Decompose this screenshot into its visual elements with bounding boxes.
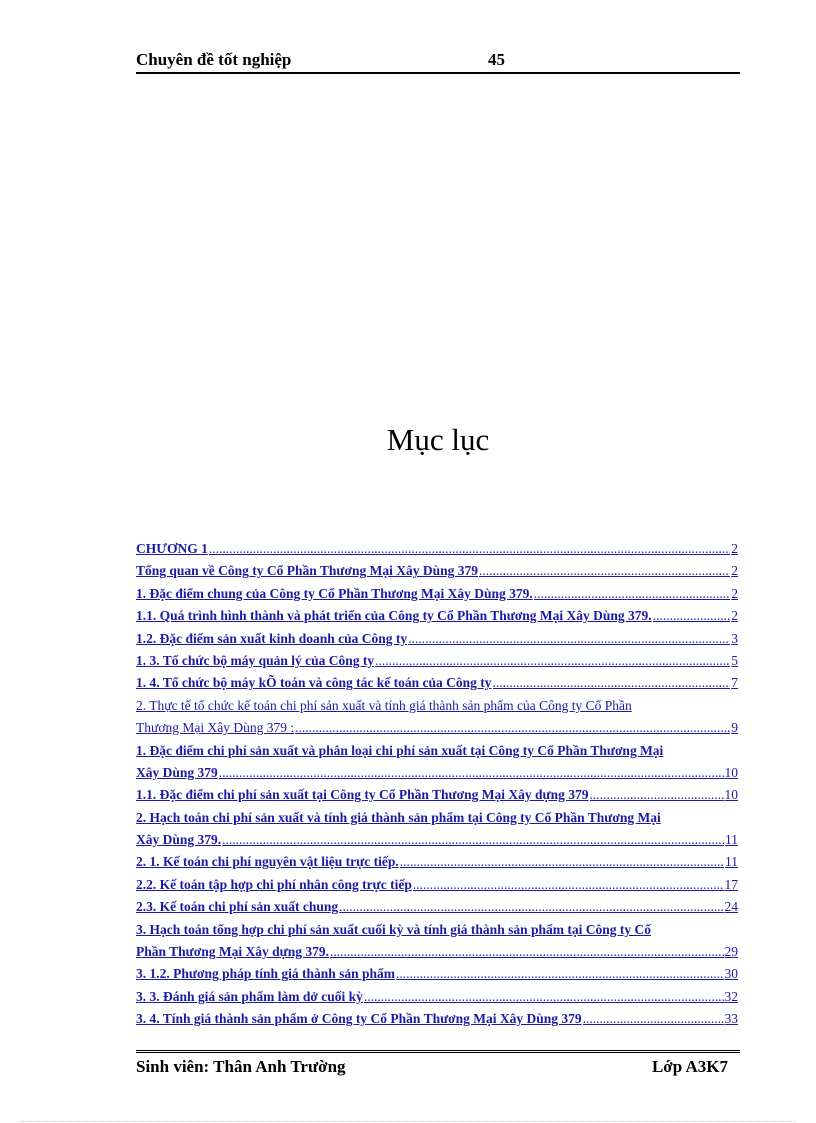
document-title: Mục lục [386, 422, 490, 457]
toc-entry[interactable] [136, 628, 738, 650]
toc-page-number: 29 [724, 944, 738, 960]
toc-page-number: 2 [731, 563, 738, 579]
toc-entry[interactable] [136, 851, 738, 873]
toc-entry[interactable] [136, 672, 738, 694]
toc-entry-label: Xây Dùng 379 [136, 764, 218, 780]
page-header [136, 50, 740, 74]
toc-entry-label: 2.2. Kế toán tập hợp chi phí nhân công trực tiếp [136, 876, 412, 892]
toc-entry-label: Phần Thương Mại Xây dựng 379. [136, 944, 329, 960]
toc-entry-label: 3. 3. Đánh giá sản phẩm làm dở cuối kỳ [136, 988, 363, 1004]
toc-entry[interactable] [136, 963, 738, 985]
toc-leader-dots [408, 628, 730, 650]
toc-entry[interactable] [136, 919, 738, 941]
toc-leader-dots [493, 672, 731, 694]
toc-entry-label: 1.2. Đặc điểm sản xuất kinh doanh của Công ty [136, 630, 408, 646]
toc-leader-dots [295, 717, 730, 739]
toc-leader-dots [209, 538, 730, 560]
toc-entry[interactable] [136, 695, 738, 717]
toc-page-number: 10 [724, 764, 738, 780]
toc-entry[interactable] [136, 605, 738, 627]
toc-entry-label: 2. Thực tế tổ chức kế toán chi phí sản xuất và tính giá thành sản phẩm của Công ty Cổ Phần [136, 697, 632, 713]
toc-entry-label: 1. 3. Tổ chức bộ máy quản lý của Công ty [136, 652, 375, 668]
toc-page-number: 9 [731, 720, 738, 736]
toc-leader-dots [583, 1008, 724, 1030]
toc-entry[interactable] [136, 717, 738, 739]
toc-entry[interactable] [136, 941, 738, 963]
page-bottom-border [20, 1121, 796, 1122]
toc-page-number: 5 [731, 652, 738, 668]
toc-entry[interactable] [136, 583, 738, 605]
toc-entry-label: 2. 1. Kế toán chi phí nguyên vật liệu trực tiếp. [136, 854, 399, 870]
toc-page-number: 33 [724, 1011, 738, 1027]
header-title: Chuyên đề tốt nghiệp [136, 50, 292, 69]
toc-entry-label: Thương Mại Xây Dùng 379 : [136, 720, 295, 736]
toc-page-number: 3 [731, 630, 738, 646]
toc-entry-label: 3. 1.2. Phương pháp tính giá thành sản phẩm [136, 966, 396, 982]
toc-entry[interactable] [136, 538, 738, 560]
toc-entry-label: 2. Hạch toán chi phí sản xuất và tính giá thành sản phẩm tại Công ty Cổ Phần Thương Mại [136, 809, 661, 825]
table-of-contents [136, 538, 738, 1031]
toc-page-number: 10 [724, 787, 738, 803]
toc-entry[interactable] [136, 740, 738, 762]
toc-entry[interactable] [136, 829, 738, 851]
toc-leader-dots [400, 851, 724, 873]
toc-entry-label: 1.1. Đặc điểm chi phí sản xuất tại Công ty Cổ Phần Thương Mại Xây dựng 379 [136, 787, 589, 803]
toc-leader-dots [590, 784, 724, 806]
toc-entry[interactable] [136, 784, 738, 806]
toc-leader-dots [396, 963, 723, 985]
toc-entry[interactable] [136, 1008, 738, 1030]
toc-leader-dots [413, 874, 724, 896]
toc-leader-dots [219, 762, 724, 784]
toc-entry-label: Tổng quan về Công ty Cổ Phần Thương Mại Xây Dùng 379 [136, 563, 479, 579]
toc-entry-label: 1.1. Quá trình hình thành và phát triển của Công ty Cổ Phần Thương Mại Xây Dùng 379. [136, 608, 652, 624]
toc-entry[interactable] [136, 650, 738, 672]
toc-page-number: 2 [731, 608, 738, 624]
toc-page-number: 11 [725, 832, 738, 848]
toc-leader-dots [339, 896, 723, 918]
toc-entry-label: 1. Đặc điểm chung của Công ty Cổ Phần Thương Mại Xây Dùng 379. [136, 585, 533, 601]
toc-entry-label: 2.3. Kế toán chi phí sản xuất chung [136, 899, 339, 915]
toc-page-number: 2 [731, 541, 738, 556]
toc-page-number: 32 [724, 988, 738, 1004]
toc-entry-label: 3. 4. Tính giá thành sản phẩm ở Công ty Cổ Phần Thương Mại Xây Dùng 379 [136, 1011, 582, 1027]
toc-entry-label: CHƯƠNG 1 [136, 541, 208, 556]
toc-leader-dots [222, 829, 724, 851]
toc-entry-label: 1. Đặc điểm chi phí sản xuất và phân loại chi phí sản xuất tại Công ty Cổ Phần Thương Mại [136, 742, 664, 758]
toc-leader-dots [653, 605, 731, 627]
toc-page-number: 2 [731, 585, 738, 601]
toc-entry-label: 1. 4. Tổ chức bộ máy kÕ toán và công tác kế toán của Công ty [136, 675, 492, 691]
toc-leader-dots [375, 650, 730, 672]
footer-class: Lớp A3K7 [651, 1057, 728, 1076]
toc-leader-dots [364, 986, 724, 1008]
toc-page-number: 30 [724, 966, 738, 982]
toc-page-number: 24 [724, 899, 738, 915]
page-number: 45 [488, 50, 505, 69]
toc-leader-dots [330, 941, 724, 963]
page-footer [136, 1050, 740, 1080]
toc-entry[interactable] [136, 807, 738, 829]
toc-page-number: 7 [731, 675, 738, 691]
toc-entry-label: 3. Hạch toán tổng hợp chi phí sản xuất cuối kỳ và tính giá thành sản phẩm tại Công ty Cổ [136, 921, 651, 937]
toc-entry[interactable] [136, 986, 738, 1008]
toc-entry[interactable] [136, 762, 738, 784]
footer-student: Sinh viên: Thân Anh Trường [136, 1057, 346, 1076]
toc-entry-label: Xây Dùng 379. [136, 832, 222, 848]
toc-leader-dots [534, 583, 730, 605]
toc-leader-dots [479, 560, 730, 582]
toc-entry[interactable] [136, 560, 738, 582]
toc-entry[interactable] [136, 896, 738, 918]
toc-page-number: 17 [724, 876, 738, 892]
toc-entry[interactable] [136, 874, 738, 896]
toc-page-number: 11 [725, 854, 738, 870]
